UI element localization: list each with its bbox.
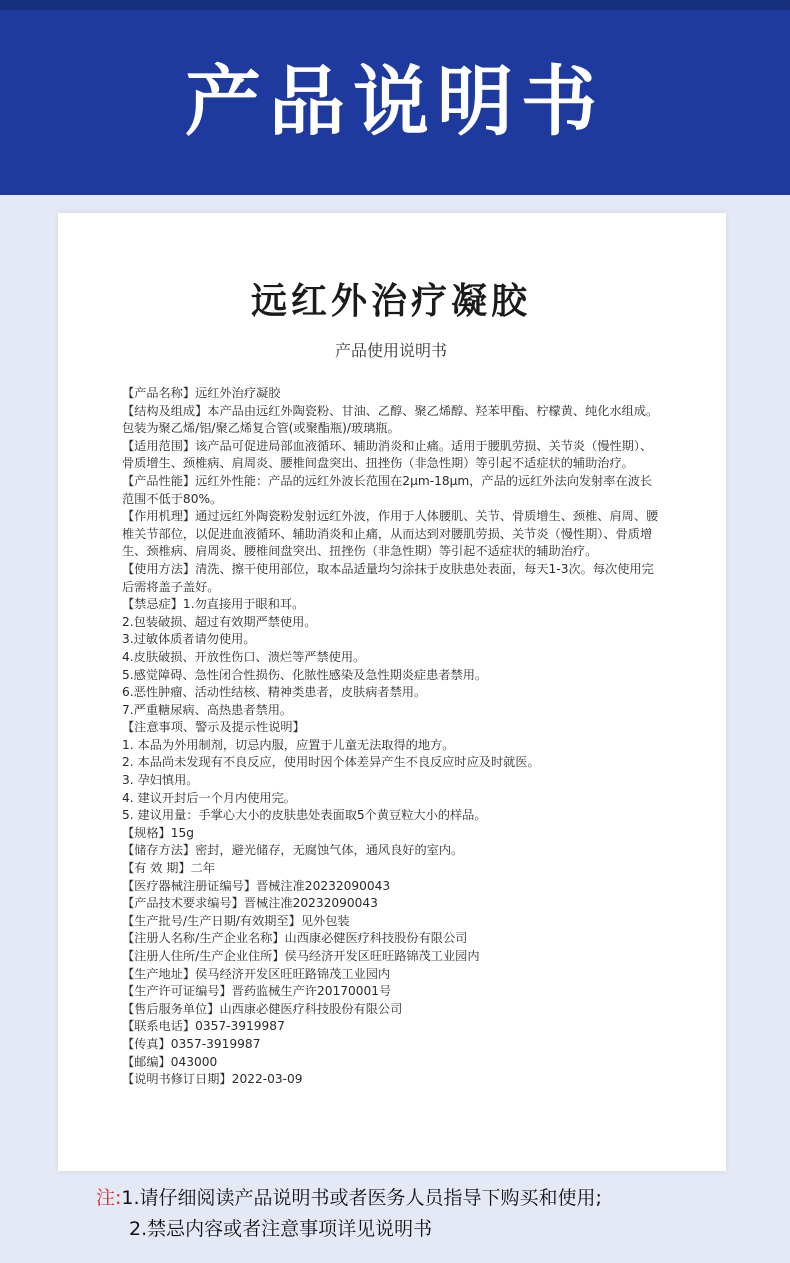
footer-note-line-1 xyxy=(96,1183,736,1214)
product-title: 远红外治疗凝胶 xyxy=(250,281,531,322)
text-line: 3. 孕妇慎用。 xyxy=(122,773,199,788)
text-line: 【注册人住所/生产企业住所】侯马经济开发区旺旺路锦茂工业园内 xyxy=(122,949,480,963)
text-line: 【产品名称】远红外治疗凝胶 xyxy=(122,386,281,400)
text-line: 【储存方法】密封，避光储存，无腐蚀气体，通风良好的室内。 xyxy=(122,843,464,858)
text-line: 【说明书修订日期】2022-03-09 xyxy=(122,1072,303,1087)
instruction-sheet xyxy=(58,213,726,1171)
banner-header xyxy=(0,0,790,195)
text-line: 【适用范围】该产品可促进局部血液循环、辅助消炎和止痛。适用于腰肌劳损、关节炎（慢性期）、骨质增生、颈椎病、肩周炎、腰椎间盘突出、扭挫伤（非急性期）等引起不适症状的辅助治疗。 xyxy=(122,438,653,471)
text-line: 【生产批号/生产日期/有效期至】见外包装 xyxy=(122,913,350,928)
text-line: 6.恶性肿瘤、活动性结核、精神类患者，皮肤病者禁用。 xyxy=(122,685,427,700)
text-line: 【生产地址】侯马经济开发区旺旺路锦茂工业园内 xyxy=(122,966,391,981)
text-line: 5.感觉障碍、急性闭合性损伤、化脓性感染及急性期炎症患者禁用。 xyxy=(122,667,488,682)
text-line: 【生产许可证编号】晋药监械生产许20170001号 xyxy=(122,984,392,999)
instruction-body xyxy=(122,385,660,1089)
text-line: 【结构及组成】本产品由远红外陶瓷粉、甘油、乙醇、聚乙烯醇、羟苯甲酯、柠檬黄、纯化水组成。包装为聚乙烯/铝/聚乙烯复合管(或聚酯瓶)/玻璃瓶。 xyxy=(122,403,659,436)
text-line: 3.过敏体质者请勿使用。 xyxy=(122,632,256,647)
note-text-1: 1.请仔细阅读产品说明书或者医务人员指导下购买和使用; xyxy=(121,1187,602,1209)
note-text-2: 2.禁忌内容或者注意事项详见说明书 xyxy=(129,1218,433,1240)
text-line: 【有 效 期】二年 xyxy=(122,861,216,876)
text-line: 【邮编】043000 xyxy=(122,1054,218,1069)
text-line: 5. 建议用量：手掌心大小的皮肤患处表面取5个黄豆粒大小的样品。 xyxy=(122,808,487,823)
text-line: 【注册人名称/生产企业名称】山西康必健医疗科技股份有限公司 xyxy=(122,931,468,946)
text-line: 【售后服务单位】山西康必健医疗科技股份有限公司 xyxy=(122,1001,403,1016)
text-line: 【传真】0357-3919987 xyxy=(122,1036,261,1051)
document-subtitle: 产品使用说明书 xyxy=(334,341,447,360)
text-line: 7.严重糖尿病、高热患者禁用。 xyxy=(122,702,293,717)
footer-note xyxy=(96,1183,736,1245)
text-line: 【禁忌症】1.勿直接用于眼和耳。 xyxy=(122,597,305,612)
text-line: 【使用方法】清洗、擦干使用部位，取本品适量均匀涂抹于皮肤患处表面，每天1-3次。每次使用完后需将盖子盖好。 xyxy=(122,561,654,594)
text-line: 【产品性能】远红外性能：产品的远红外波长范围在2μm-18μm，产品的远红外法向发射率在波长范围不低于80%。 xyxy=(122,473,653,506)
note-mark: 注: xyxy=(96,1187,122,1209)
banner-title: 产品说明书 xyxy=(185,57,605,146)
text-line: 【联系电话】0357-3919987 xyxy=(122,1019,285,1034)
text-line: 1. 本品为外用制剂，切忌内服，应置于儿童无法取得的地方。 xyxy=(122,737,455,752)
text-line: 2.包装破损、超过有效期严禁使用。 xyxy=(122,614,317,629)
text-line: 【作用机理】通过远红外陶瓷粉发射远红外波，作用于人体腰肌、关节、骨质增生、颈椎、肩周、腰椎关节部位，以促进血液循环、辅助消炎和止痛，从而达到对腰肌劳损、关节炎（慢性期）、骨质增生、颈椎病、肩周炎、腰椎间盘突出、扭挫伤（非急性期）等引起不适症状的辅助治疗。 xyxy=(122,509,659,559)
text-line: 【产品技术要求编号】晋械注准20232090043 xyxy=(122,896,378,911)
text-line: 【注意事项、警示及提示性说明】 xyxy=(122,720,305,735)
text-line: 2. 本品尚未发现有不良反应，使用时因个体差异产生不良反应时应及时就医。 xyxy=(122,755,540,770)
text-line: 【规格】15g xyxy=(122,825,194,840)
text-line: 4.皮肤破损、开放性伤口、溃烂等严禁使用。 xyxy=(122,649,366,664)
text-line: 4. 建议开封后一个月内使用完。 xyxy=(122,790,296,805)
text-line: 【医疗器械注册证编号】晋械注准20232090043 xyxy=(122,878,391,893)
